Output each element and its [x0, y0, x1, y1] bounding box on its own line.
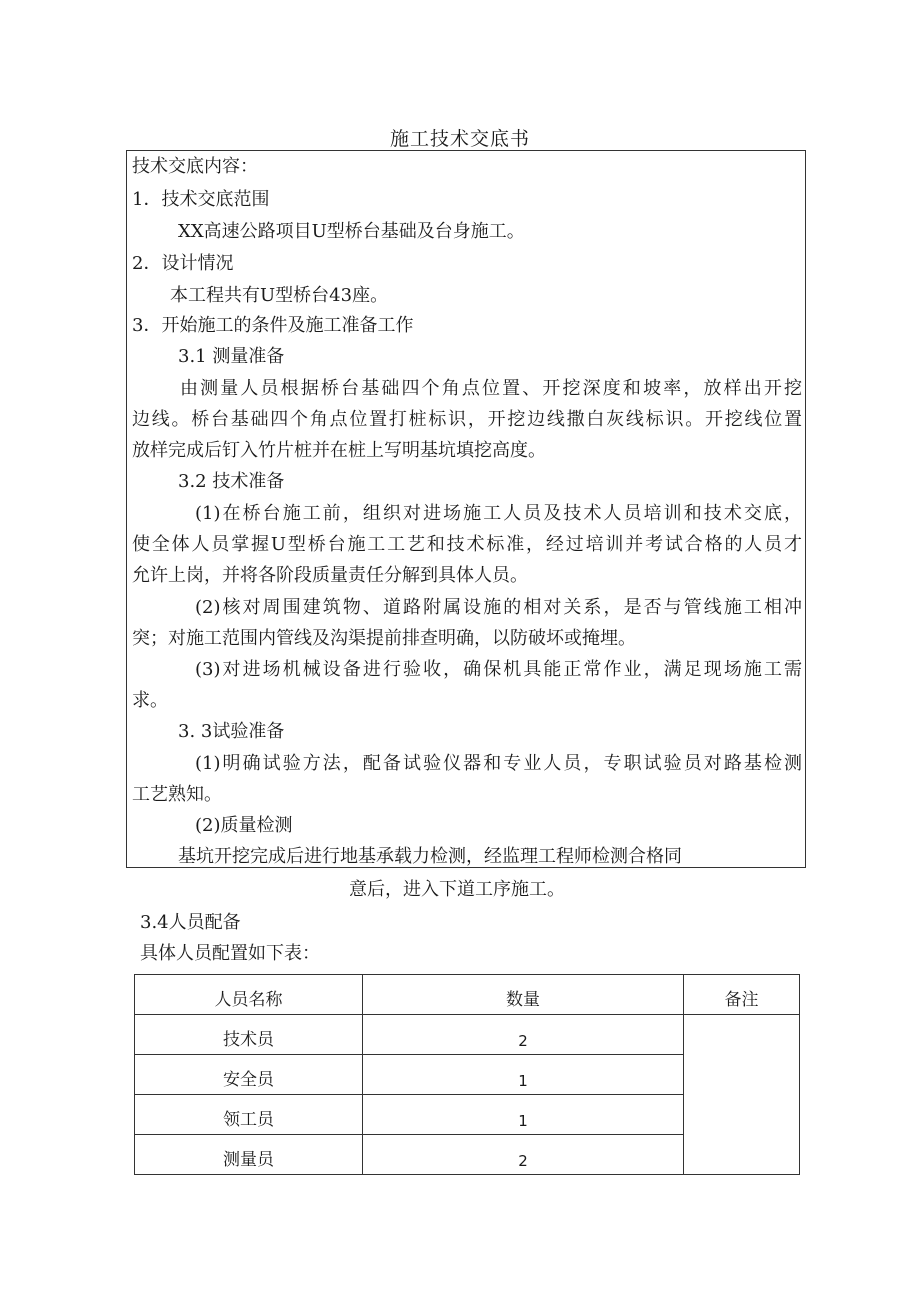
section-3-1-title: 3.1 测量准备 — [178, 346, 285, 367]
section-3-4-title: 3.4人员配备 — [140, 912, 241, 933]
section-1-text: XX高速公路项目U型桥台基础及台身施工。 — [178, 221, 525, 242]
section-3-4-intro: 具体人员配置如下表： — [140, 943, 320, 964]
continuation-line: 意后，进入下道工序施工。 — [349, 879, 565, 900]
staff-count-cell: 1 — [363, 1055, 684, 1095]
section-3-1-line-2: 边线。桥台基础四个角点位置打桩标识，开挖边线撒白灰线标识。开挖线位置 — [132, 409, 802, 430]
header-remarks: 备注 — [684, 975, 800, 1015]
section-3-2-p1-line-2: 使全体人员掌握U型桥台施工工艺和技术标准，经过培训并考试合格的人员才 — [132, 534, 802, 555]
section-1-title: 1．技术交底范围 — [132, 189, 270, 210]
document-title: 施工技术交底书 — [389, 128, 530, 150]
staff-name-cell: 领工员 — [135, 1095, 363, 1135]
section-3-2-p1-line-3: 允许上岗，并将各阶段质量责任分解到具体人员。 — [132, 565, 528, 586]
staff-count-cell: 2 — [363, 1135, 684, 1175]
section-3-2-p2-line-2: 突；对施工范围内管线及沟渠提前排查明确，以防破坏或掩埋。 — [132, 628, 636, 649]
staff-table-header-row — [135, 975, 800, 1015]
remarks-cell — [684, 1015, 800, 1175]
header-count: 数量 — [363, 975, 684, 1015]
staff-name-cell: 安全员 — [135, 1055, 363, 1095]
table-row — [135, 1015, 800, 1055]
section-3-3-p1-line-1: (1)明确试验方法，配备试验仪器和专业人员，专职试验员对路基检测 — [195, 753, 802, 774]
section-3-3-p1-line-2: 工艺熟知。 — [132, 784, 222, 805]
staff-name-cell: 测量员 — [135, 1135, 363, 1175]
section-3-3-title: 3. 3试验准备 — [178, 721, 285, 742]
section-3-1-line-3: 放样完成后钉入竹片桩并在桩上写明基坑填挖高度。 — [132, 440, 546, 461]
content-heading: 技术交底内容： — [132, 156, 258, 177]
header-staff-name: 人员名称 — [135, 975, 363, 1015]
section-3-2-title: 3.2 技术准备 — [178, 471, 285, 492]
staff-count-cell: 2 — [363, 1015, 684, 1055]
section-3-2-p1-line-1: (1)在桥台施工前，组织对进场施工人员及技术人员培训和技术交底， — [195, 503, 802, 524]
section-3-3-p2-line-1: 基坑开挖完成后进行地基承载力检测，经监理工程师检测合格同 — [178, 846, 682, 867]
section-3-2-p3-line-1: (3)对进场机械设备进行验收，确保机具能正常作业，满足现场施工需 — [195, 659, 802, 680]
section-2-title: 2．设计情况 — [132, 253, 234, 274]
staff-table — [134, 974, 800, 1175]
section-3-1-line-1: 由测量人员根据桥台基础四个角点位置、开挖深度和坡率，放样出开挖 — [180, 378, 802, 399]
section-3-2-p3-line-2: 求。 — [132, 690, 168, 711]
section-3-title: 3．开始施工的条件及施工准备工作 — [132, 315, 414, 336]
section-2-text: 本工程共有U型桥台43座。 — [170, 285, 389, 306]
staff-count-cell: 1 — [363, 1095, 684, 1135]
section-3-3-p2-title: (2)质量检测 — [195, 815, 293, 836]
section-3-2-p2-line-1: (2)核对周围建筑物、道路附属设施的相对关系，是否与管线施工相冲 — [195, 597, 802, 618]
staff-name-cell: 技术员 — [135, 1015, 363, 1055]
